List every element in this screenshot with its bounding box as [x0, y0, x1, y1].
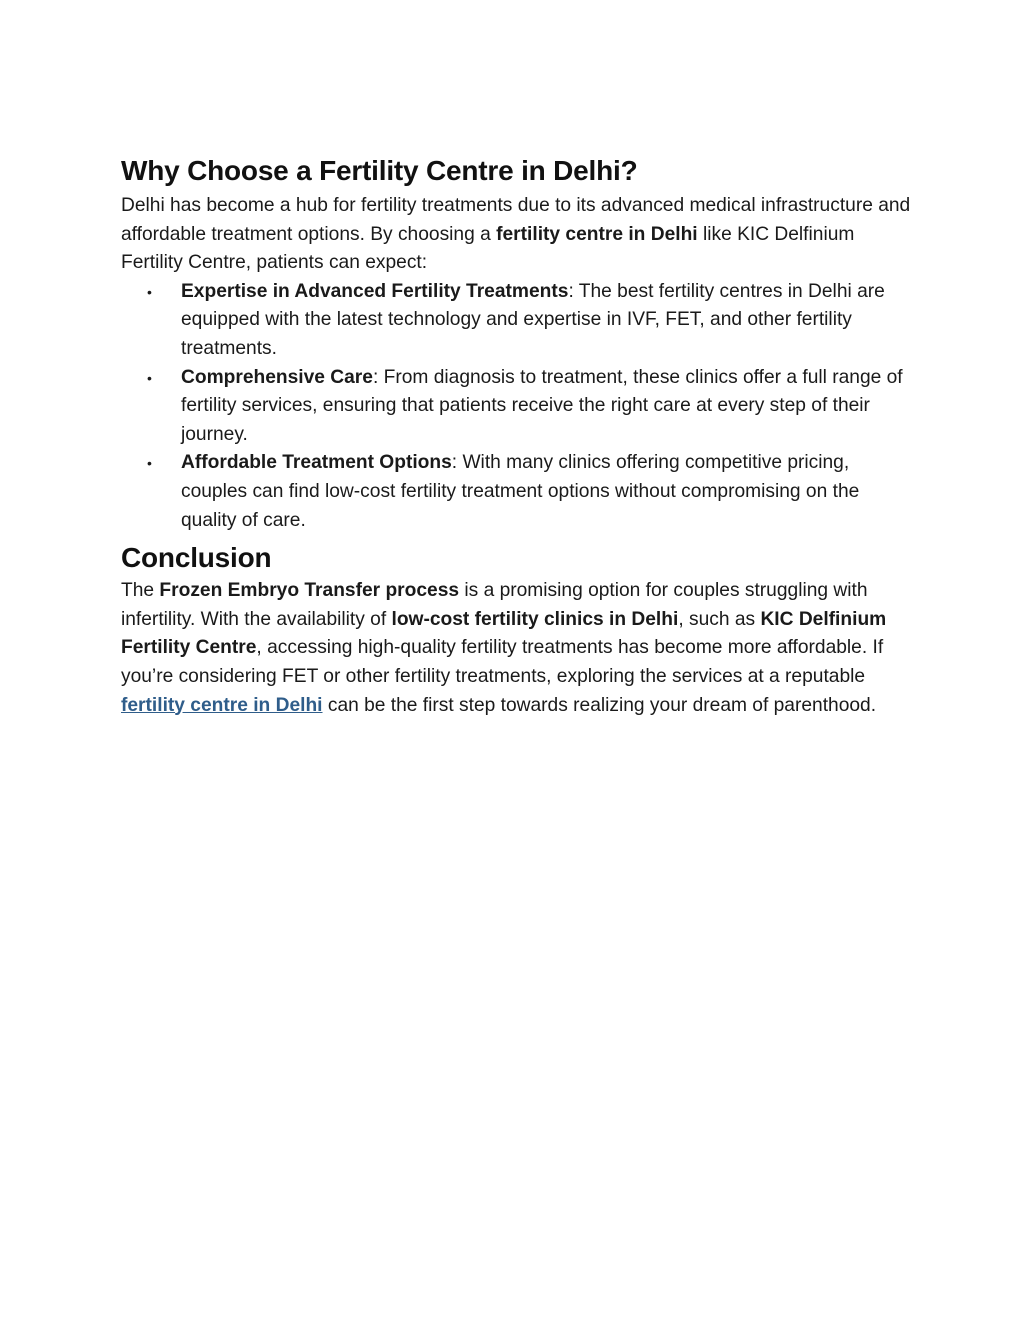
conclusion-text-4: , accessing high-quality fertility treatments has become more affordable. If you’re considering FET or other fertility treatments, exploring the services at a reputable: [121, 637, 884, 687]
list-item: [121, 278, 911, 364]
list-item-title: Expertise in Advanced Fertility Treatments: [181, 280, 569, 302]
intro-text-1: Delhi has become a hub for fertility treatments due to its advanced medical infrastructure and affordable treatment options. By choosing a: [121, 195, 911, 245]
conclusion-text-1: The: [121, 580, 160, 602]
list-item-text: : The best fertility centres in Delhi are equipped with the latest technology and expertise in IVF, FET, and other fertility treatments.: [181, 280, 885, 359]
fertility-centre-link[interactable]: fertility centre in Delhi: [121, 694, 323, 716]
conclusion-bold-kic-centre: KIC Delfinium Fertility Centre: [121, 608, 887, 659]
benefits-list: [121, 278, 911, 535]
bullet-icon: •: [147, 455, 152, 472]
conclusion-bold-fet-process: Frozen Embryo Transfer process: [159, 580, 460, 602]
bullet-icon: •: [147, 283, 152, 300]
list-item-text: : From diagnosis to treatment, these clinics offer a full range of fertility services, ensuring that patients receive the right care at every step of their journey.: [181, 366, 903, 445]
list-item: [121, 364, 911, 450]
conclusion-text-3: , such as: [678, 608, 761, 630]
bullet-icon: •: [147, 369, 152, 386]
section-heading-why-choose: Why Choose a Fertility Centre in Delhi?: [121, 155, 638, 186]
list-item: [121, 449, 911, 535]
document-page: [121, 150, 911, 720]
intro-text-2: like KIC Delfinium Fertility Centre, patients can expect:: [121, 223, 855, 274]
section-heading-conclusion: Conclusion: [121, 542, 272, 574]
list-item-text: : With many clinics offering competitive pricing, couples can find low-cost fertility treatment options without compromising on the quality of care.: [181, 452, 860, 531]
intro-bold-fertility-centre: fertility centre in Delhi: [496, 223, 698, 245]
conclusion-paragraph: [121, 577, 911, 720]
list-item-title: Comprehensive Care: [181, 366, 373, 388]
intro-paragraph: [121, 192, 911, 278]
conclusion-text-2: is a promising option for couples struggling with infertility. With the availability of: [121, 580, 868, 630]
conclusion-bold-low-cost-clinics: low-cost fertility clinics in Delhi: [391, 608, 679, 630]
conclusion-text-5: can be the first step towards realizing your dream of parenthood.: [322, 694, 877, 716]
list-item-title: Affordable Treatment Options: [181, 452, 452, 474]
